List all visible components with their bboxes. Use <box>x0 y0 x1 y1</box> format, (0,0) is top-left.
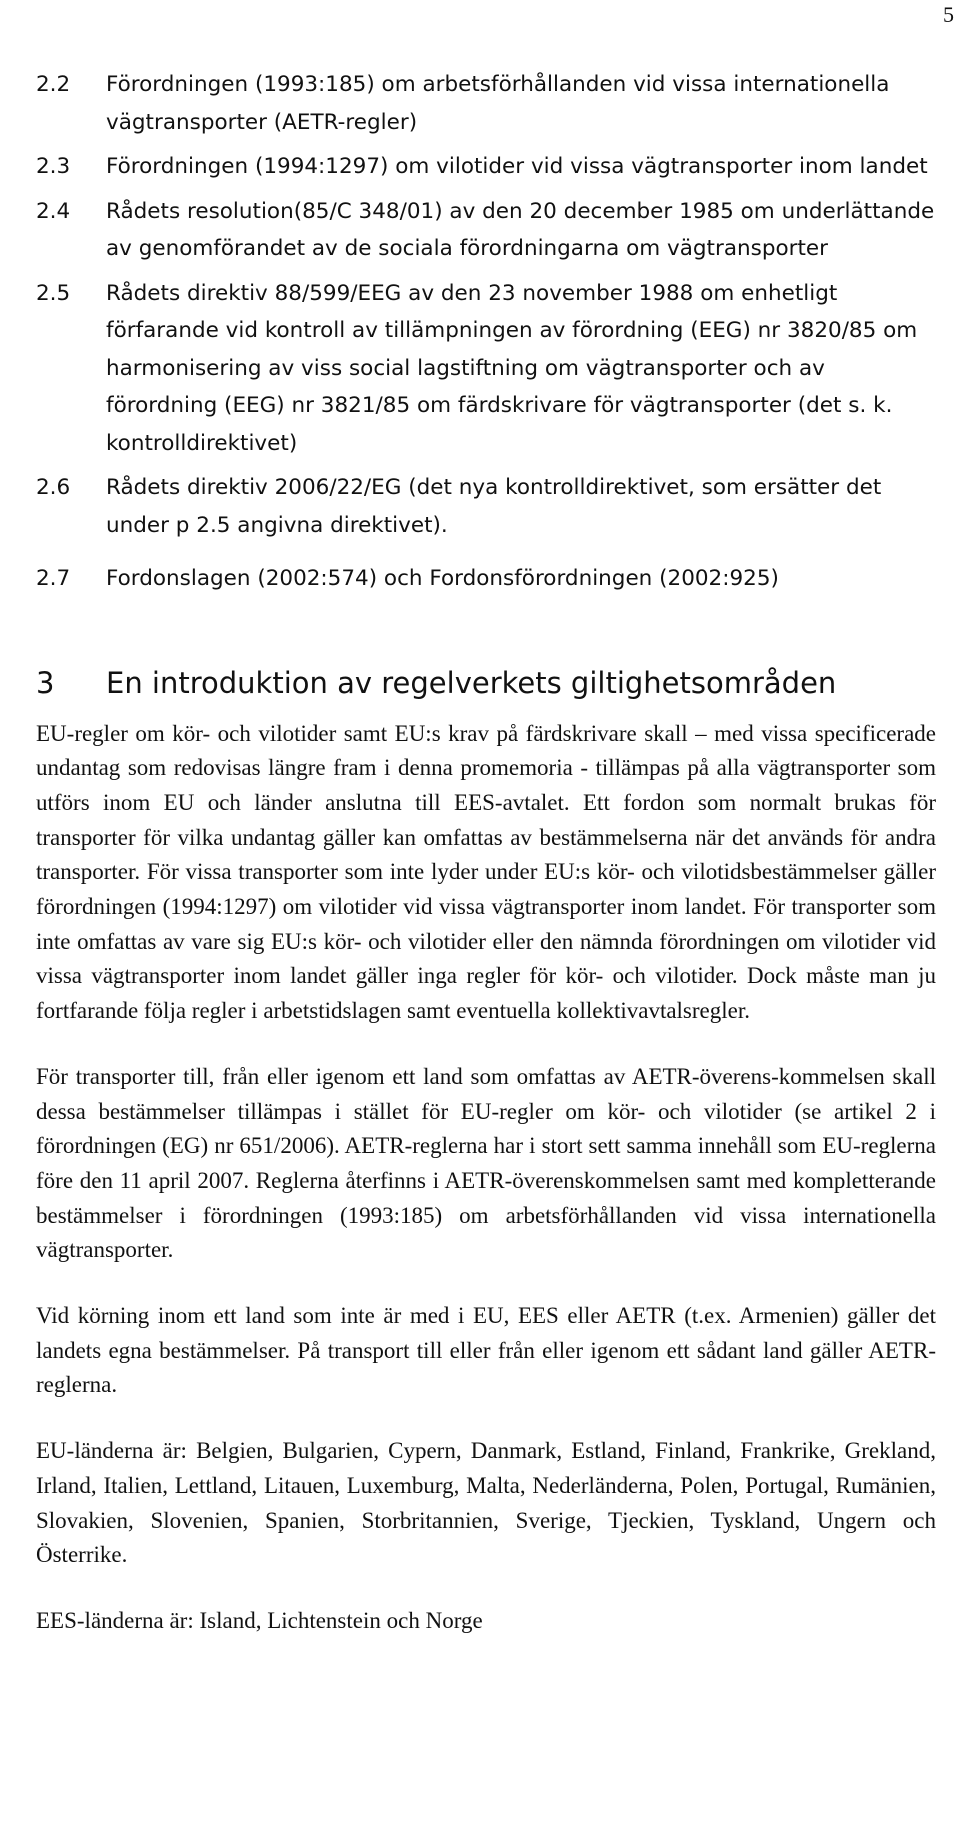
regulation-list <box>36 66 936 598</box>
list-item-number: 2.2 <box>36 72 71 97</box>
list-item <box>36 560 936 598</box>
paragraph: EU-länderna är: Belgien, Bulgarien, Cypern, Danmark, Estland, Finland, Frankrike, Grekland, Irland, Italien, Lettland, Litauen, Luxemburg, Malta, Nederländerna, Polen, Portugal, Rumänien, Slovakien, Slovenien, Spanien, Storbritannien, Sverige, Tjeckien, Tyskland, Ungern och Österrike. <box>36 1438 936 1568</box>
list-item-number: 2.3 <box>36 154 71 179</box>
section-number: 3 <box>36 665 55 700</box>
paragraph: Vid körning inom ett land som inte är med i EU, EES eller AETR (t.ex. Armenien) gäller det landets egna bestämmelser. På transport till eller från eller igenom ett sådant land gäller AETR-reglerna. <box>36 1303 936 1398</box>
section-heading <box>36 661 936 705</box>
paragraph: EU-regler om kör- och vilotider samt EU:s krav på färdskrivare skall – med vissa specificerade undantag som redovisas längre fram i denna promemoria - tillämpas på alla vägtransporter som utförs inom EU och länder anslutna till EES-avtalet. Ett fordon som normalt brukas för transporter för vilka undantag gäller kan omfattas av bestämmelserna när det används för andra transporter. För vissa transporter som inte lyder under EU:s kör- och vilotidsbestämmelser gäller förordningen (1994:1297) om vilotider vid vissa vägtransporter inom landet. För transporter som inte omfattas av vare sig EU:s kör- och vilotider eller den nämnda förordningen om vilotider vid vissa vägtransporter inom landet gäller inga regler för kör- och vilotider. Dock måste man ju fortfarande följa regler i arbetstidslagen samt eventuella kollektivavtalsregler. <box>36 720 936 1024</box>
section-title: En introduktion av regelverkets giltighetsområden <box>106 665 837 700</box>
list-item-text: Rådets resolution(85/C 348/01) av den 20 december 1985 om underlättande av genomförandet av de sociala förordningarna om vägtransporter <box>106 198 935 261</box>
list-item <box>36 148 936 186</box>
page-number: 5 <box>943 2 954 27</box>
list-item-text: Förordningen (1993:185) om arbetsförhållanden vid vissa internationella vägtransporter (AETR-regler) <box>106 72 890 135</box>
list-item-number: 2.6 <box>36 475 71 500</box>
list-item <box>36 66 936 141</box>
list-item-text: Förordningen (1994:1297) om vilotider vid vissa vägtransporter inom landet <box>106 154 928 179</box>
list-item-text: Rådets direktiv 2006/22/EG (det nya kontrolldirektivet, som ersätter det under p 2.5 angivna direktivet). <box>106 475 882 538</box>
paragraph: EES-länderna är: Island, Lichtenstein och Norge <box>36 1607 483 1633</box>
list-item-number: 2.5 <box>36 280 71 306</box>
paragraph: För transporter till, från eller igenom ett land som omfattas av AETR-överens-kommelsen skall dessa bestämmelser tillämpas i stället för EU-regler om kör- och vilotider (se artikel 2 i förordningen (EG) nr 651/2006). AETR-reglerna har i stort sett samma innehåll som EU-reglerna före den 11 april 2007. Reglerna återfinns i AETR-överenskommelsen samt med kompletterande bestämmelser i förordningen (1993:185) om arbetsförhållanden vid vissa internationella vägtransporter. <box>36 1063 936 1263</box>
list-item-number: 2.4 <box>36 198 71 224</box>
list-item-text: Rådets direktiv 88/599/EEG av den 23 november 1988 om enhetligt förfarande vid kontroll av tillämpningen av förordning (EEG) nr 3820/85 om harmonisering av viss social lagstiftning om vägtransporter och av förordning (EEG) nr 3821/85 om färdskrivare för vägtransporter (det s. k. kontrolldirektivet) <box>106 280 918 456</box>
list-item-text: Fordonslagen (2002:574) och Fordonsförordningen (2002:925) <box>106 566 779 591</box>
list-item-number: 2.7 <box>36 566 71 591</box>
list-item <box>36 193 936 268</box>
document-body <box>36 66 936 1639</box>
list-item <box>36 469 936 544</box>
list-item <box>36 275 936 463</box>
